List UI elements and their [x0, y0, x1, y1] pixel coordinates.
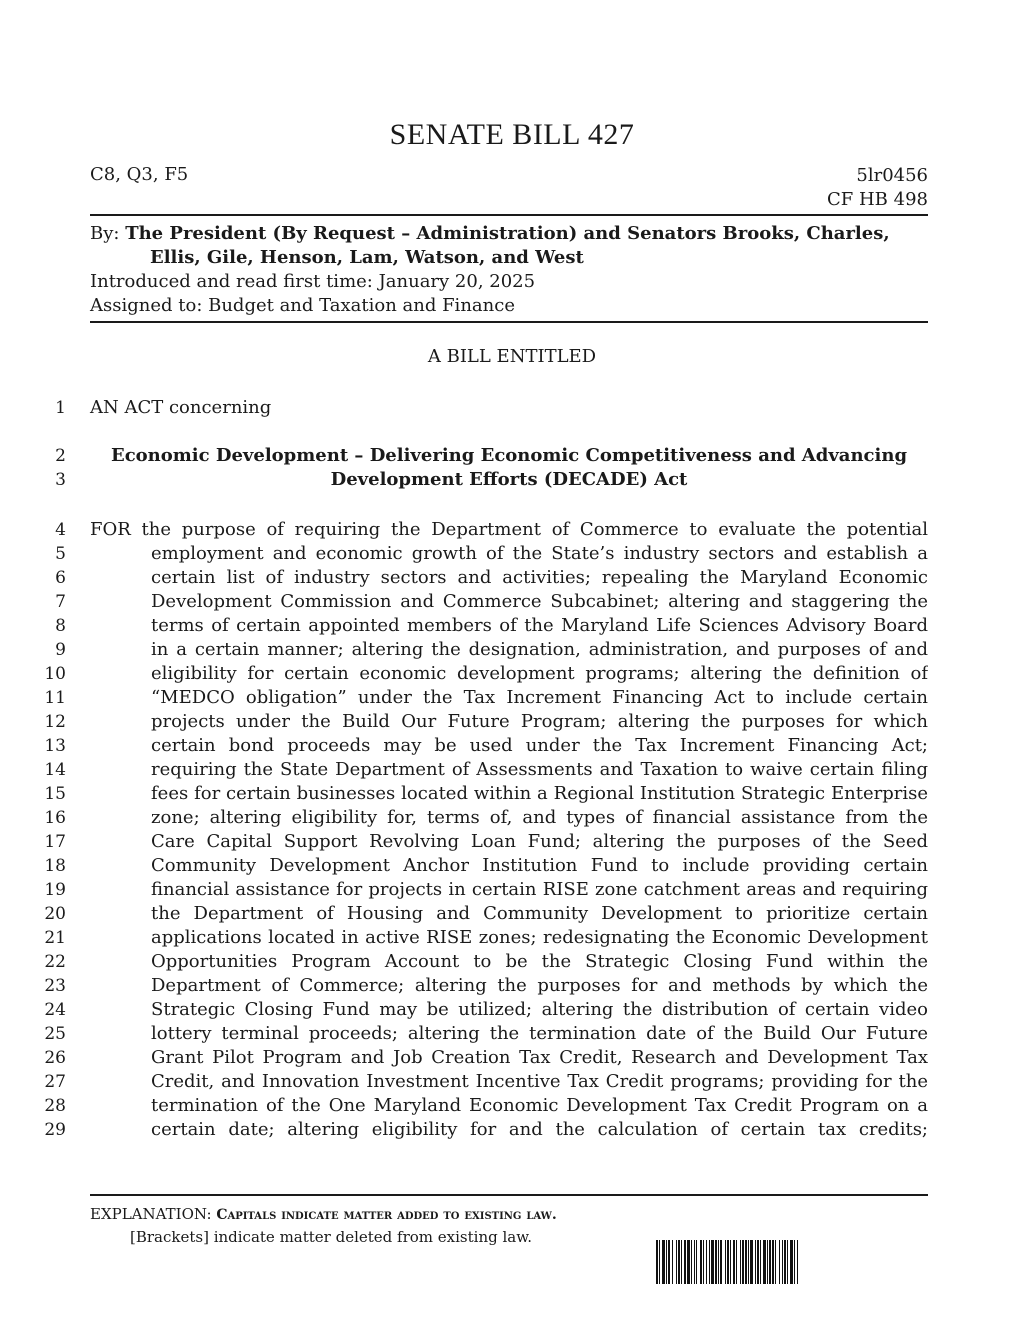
subject-codes: C8, Q3, F5 — [90, 164, 189, 185]
line-number: 19 — [44, 880, 66, 900]
line-number: 23 — [44, 976, 66, 996]
bill-line — [0, 662, 1024, 686]
drafting-number: 5lr0456 — [856, 165, 928, 186]
line-number: 3 — [55, 470, 66, 490]
line-number: 8 — [55, 616, 66, 636]
bill-line — [0, 926, 1024, 950]
line-number: 12 — [44, 712, 66, 732]
line-number: 10 — [44, 664, 66, 684]
line-number: 20 — [44, 904, 66, 924]
bill-line — [0, 396, 1024, 420]
bill-line — [0, 1094, 1024, 1118]
bill-line — [0, 614, 1024, 638]
bill-title: SENATE BILL 427 — [389, 118, 635, 151]
line-text: applications located in active RISE zones; redesignating the Economic Development — [151, 927, 928, 948]
bill-line — [0, 710, 1024, 734]
line-number: 26 — [44, 1048, 66, 1068]
line-text: Grant Pilot Program and Job Creation Tax Credit, Research and Development Tax — [151, 1047, 928, 1068]
line-number: 25 — [44, 1024, 66, 1044]
line-number: 17 — [44, 832, 66, 852]
line-number: 4 — [55, 520, 66, 540]
bill-line — [0, 1046, 1024, 1070]
introduced-line: Introduced and read first time: January 20, 2025 — [90, 271, 536, 292]
explanation-block — [90, 1203, 557, 1248]
bill-heading-line-1: Economic Development – Delivering Economic Competitiveness and Advancing — [110, 445, 908, 466]
line-text: Department of Commerce; altering the purposes for and methods by which the — [151, 975, 928, 996]
bill-line — [0, 542, 1024, 566]
bill-line — [0, 830, 1024, 854]
explanation-line-1 — [90, 1203, 557, 1226]
line-text: eligibility for certain economic development programs; altering the definition of — [151, 663, 928, 684]
barcode-image — [656, 1240, 904, 1284]
line-text: “MEDCO obligation” under the Tax Increment Financing Act to include certain — [151, 687, 928, 708]
line-text: AN ACT concerning — [90, 397, 272, 418]
line-number: 1 — [55, 398, 66, 418]
bill-line — [0, 806, 1024, 830]
line-number: 15 — [44, 784, 66, 804]
bill-line — [0, 444, 1024, 468]
bill-line — [0, 758, 1024, 782]
line-text: termination of the One Maryland Economic Development Tax Credit Program on a — [151, 1095, 928, 1116]
sponsors-names-2: Ellis, Gile, Henson, Lam, Watson, and West — [150, 247, 584, 268]
line-text: certain date; altering eligibility for and the calculation of certain tax credits; — [151, 1119, 928, 1140]
assigned-line: Assigned to: Budget and Taxation and Finance — [90, 295, 515, 316]
bill-line — [0, 998, 1024, 1022]
line-number: 24 — [44, 1000, 66, 1020]
line-text: fees for certain businesses located within a Regional Institution Strategic Enterprise — [151, 783, 928, 804]
line-number: 13 — [44, 736, 66, 756]
sponsor-block — [90, 222, 928, 318]
bill-line — [0, 878, 1024, 902]
bill-line — [0, 468, 1024, 492]
bill-line — [0, 566, 1024, 590]
brackets-note: [Brackets] indicate matter deleted from existing law. — [130, 1228, 533, 1246]
line-number: 11 — [44, 688, 66, 708]
line-number: 22 — [44, 952, 66, 972]
line-text: certain list of industry sectors and activities; repealing the Maryland Economic — [151, 567, 928, 588]
bill-line — [0, 950, 1024, 974]
line-number: 29 — [44, 1120, 66, 1140]
header-rule-top — [90, 214, 928, 216]
bill-line — [0, 590, 1024, 614]
line-number: 21 — [44, 928, 66, 948]
bill-number-block — [827, 164, 928, 212]
header-rule-bottom — [90, 321, 928, 323]
line-number: 2 — [55, 446, 66, 466]
bill-line — [0, 1022, 1024, 1046]
line-text: Community Development Anchor Institution Fund to include providing certain — [151, 855, 928, 876]
line-number: 28 — [44, 1096, 66, 1116]
line-text: the Department of Housing and Community Development to prioritize certain — [151, 903, 928, 924]
bill-line — [0, 902, 1024, 926]
line-number: 7 — [55, 592, 66, 612]
bill-line — [0, 1070, 1024, 1094]
line-text: certain bond proceeds may be used under the Tax Increment Financing Act; — [151, 735, 928, 756]
line-number: 5 — [55, 544, 66, 564]
line-number: 14 — [44, 760, 66, 780]
bill-line — [0, 782, 1024, 806]
explanation-label: EXPLANATION: — [90, 1205, 212, 1223]
footer-rule — [90, 1194, 928, 1196]
line-number: 9 — [55, 640, 66, 660]
line-number: 16 — [44, 808, 66, 828]
line-text: Care Capital Support Revolving Loan Fund; altering the purposes of the Seed — [151, 831, 928, 852]
bill-line — [0, 686, 1024, 710]
line-text: Development Commission and Commerce Subcabinet; altering and staggering the — [151, 591, 928, 612]
bill-line — [0, 734, 1024, 758]
bill-line — [0, 518, 1024, 542]
line-text: requiring the State Department of Assessments and Taxation to waive certain filing — [151, 759, 928, 780]
line-text: Strategic Closing Fund may be utilized; altering the distribution of certain video — [151, 999, 928, 1020]
bill-heading-line-2: Development Efforts (DECADE) Act — [330, 469, 688, 490]
line-text: FOR the purpose of requiring the Department of Commerce to evaluate the potential — [90, 519, 928, 540]
line-text: Credit, and Innovation Investment Incentive Tax Credit programs; providing for the — [151, 1071, 928, 1092]
sponsors-names-1: The President (By Request – Administration) and Senators Brooks, Charles, — [125, 223, 890, 244]
capitals-note: Capitals indicate matter added to existing law. — [216, 1207, 557, 1223]
sponsors-line-1 — [90, 222, 928, 246]
line-number: 18 — [44, 856, 66, 876]
line-text: in a certain manner; altering the designation, administration, and purposes of and — [151, 639, 928, 660]
sponsors-line-2 — [90, 246, 928, 270]
bill-line — [0, 974, 1024, 998]
line-number: 27 — [44, 1072, 66, 1092]
bill-line — [0, 638, 1024, 662]
line-text: projects under the Build Our Future Program; altering the purposes for which — [151, 711, 928, 732]
bill-line — [0, 854, 1024, 878]
line-text: zone; altering eligibility for, terms of, and types of financial assistance from the — [151, 807, 928, 828]
by-label: By: — [90, 223, 120, 244]
line-text: terms of certain appointed members of the Maryland Life Sciences Advisory Board — [151, 615, 928, 636]
bill-line — [0, 1118, 1024, 1142]
cross-file-number: CF HB 498 — [827, 189, 928, 210]
bill-entitled: A BILL ENTITLED — [427, 346, 597, 367]
line-text: lottery terminal proceeds; altering the termination date of the Build Our Future — [151, 1023, 928, 1044]
line-text: employment and economic growth of the State’s industry sectors and establish a — [151, 543, 928, 564]
line-text: financial assistance for projects in certain RISE zone catchment areas and requiring — [151, 879, 928, 900]
line-text: Opportunities Program Account to be the Strategic Closing Fund within the — [151, 951, 928, 972]
line-number: 6 — [55, 568, 66, 588]
